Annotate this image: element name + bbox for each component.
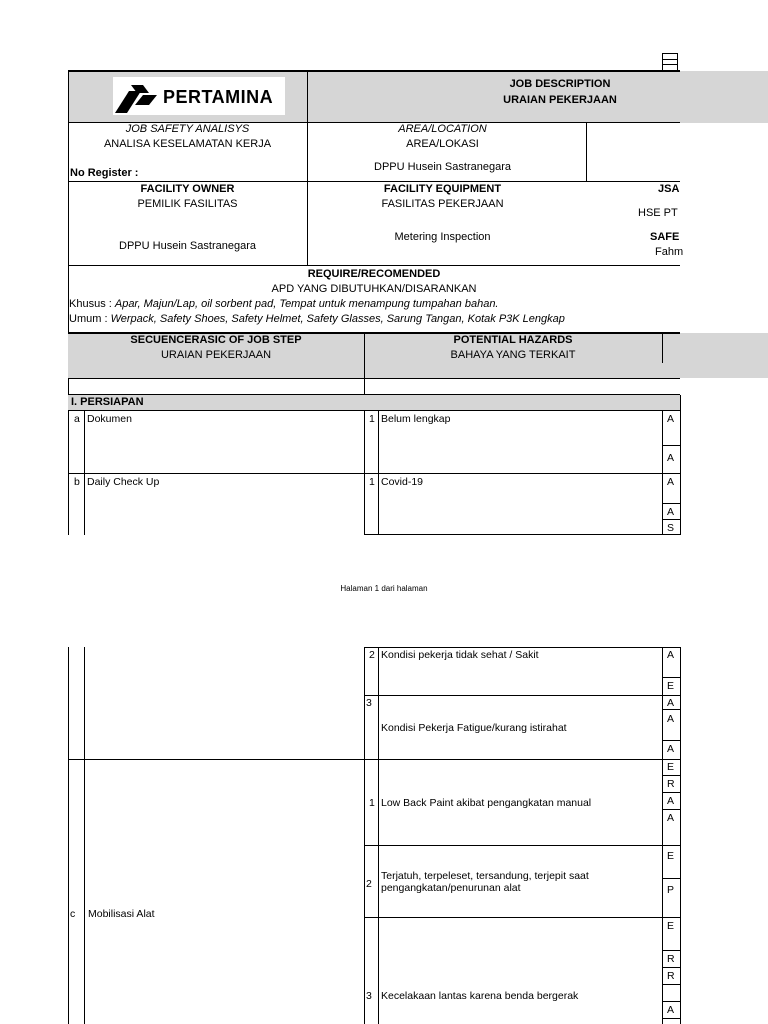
logo-text: PERTAMINA	[163, 87, 274, 107]
hazard-c2-line1: Terjatuh, terpeleset, tersandung, terjepit saat	[381, 870, 589, 882]
header-white-mask	[680, 0, 768, 70]
facility-equipment-title-id: FASILITAS PEKERJAAN	[381, 198, 504, 210]
page-corner-icon	[662, 53, 678, 71]
control-letter: A	[667, 476, 675, 488]
control-letter: A	[667, 649, 675, 661]
facility-owner-value: DPPU Husein Sastranegara	[119, 240, 256, 252]
hazard-a1-text: Belum lengkap	[381, 413, 451, 425]
area-title: AREA/LOCATION	[398, 123, 487, 135]
jsa-title-id: ANALISA KESELAMATAN KERJA	[103, 138, 272, 150]
facility-owner-title: FACILITY OWNER	[140, 183, 235, 195]
control-letter: E	[667, 850, 675, 862]
area-title-id: AREA/LOKASI	[406, 138, 479, 150]
step-a-text: Dokumen	[87, 413, 132, 425]
control-letter: A	[667, 452, 675, 464]
control-letter: A	[667, 795, 675, 807]
facility-equipment-title: FACILITY EQUIPMENT	[383, 183, 502, 195]
hazard-b1-num: 1	[369, 476, 375, 488]
logo	[113, 77, 285, 115]
control-letter: A	[667, 812, 675, 824]
control-letter: P	[667, 884, 675, 896]
step-b-letter: b	[74, 476, 80, 488]
apd-umum	[69, 313, 565, 326]
hazard-column-title-id: BAHAYA YANG TERKAIT	[450, 349, 576, 361]
no-register-label: No Register :	[70, 167, 139, 179]
hazard-c2-num: 2	[366, 878, 372, 890]
jsa-cut-label: JSA	[658, 183, 680, 195]
hse-cut-label: HSE PT	[638, 207, 678, 219]
control-letter: A	[667, 713, 675, 725]
section-band	[68, 395, 680, 410]
control-letter: R	[667, 970, 675, 982]
hazard-b2-text: Kondisi pekerja tidak sehat / Sakit	[381, 649, 539, 661]
page-footer: Halaman 1 dari halaman	[340, 584, 428, 593]
control-letter: R	[667, 953, 675, 965]
control-letter: E	[667, 680, 675, 692]
apd-umum-label: Umum :	[69, 313, 111, 325]
control-letter: A	[667, 413, 675, 425]
control-letter: A	[667, 697, 675, 709]
apd-title: REQUIRE/RECOMENDED	[307, 268, 441, 280]
hazard-c3-num: 3	[366, 990, 372, 1002]
control-letter: E	[667, 920, 675, 932]
control-letter: A	[667, 743, 675, 755]
job-description-title-id: URAIAN PEKERJAAN	[503, 94, 617, 106]
area-value: DPPU Husein Sastranegara	[374, 161, 511, 173]
control-letter: A	[667, 506, 675, 518]
apd-khusus-text: Apar, Majun/Lap, oil sorbent pad, Tempat untuk menampung tumpahan bahan.	[114, 298, 499, 310]
hazard-b3-text: Kondisi Pekerja Fatigue/kurang istirahat	[381, 722, 567, 734]
control-letter: E	[667, 761, 675, 773]
control-letter: S	[667, 522, 675, 534]
facility-owner-title-id: PEMILIK FASILITAS	[137, 198, 238, 210]
step-c-text: Mobilisasi Alat	[88, 908, 155, 920]
hazard-b1-text: Covid-19	[381, 476, 424, 488]
hazard-column-title: POTENTIAL HAZARDS	[453, 334, 573, 346]
apd-khusus	[69, 298, 499, 311]
hazard-a1-num: 1	[369, 413, 375, 425]
fahm-cut-label: Fahm	[655, 246, 684, 258]
apd-khusus-label: Khusus :	[69, 298, 115, 310]
control-letter: R	[667, 778, 675, 790]
apd-subtitle: APD YANG DIBUTUHKAN/DISARANKAN	[271, 283, 477, 295]
job-description-title: JOB DESCRIPTION	[509, 78, 611, 90]
step-c-letter: c	[70, 908, 76, 920]
safe-cut-label: SAFE	[650, 231, 680, 243]
step-a-letter: a	[74, 413, 80, 425]
control-letter: A	[667, 1004, 675, 1016]
pertamina-logo-icon	[113, 77, 161, 115]
hazard-c2-line2: pengangkatan/penurunan alat	[381, 882, 521, 894]
hazard-b3-num: 3	[366, 697, 372, 709]
step-b-text: Daily Check Up	[87, 476, 160, 488]
hazard-c1-num: 1	[369, 797, 375, 809]
facility-equipment-value: Metering Inspection	[394, 231, 491, 243]
step-column-title: SECUENCERASIC OF JOB STEP	[130, 334, 302, 346]
hazard-c1-text: Low Back Paint akibat pengangkatan manual	[381, 797, 592, 809]
jsa-title: JOB SAFETY ANALISYS	[125, 123, 250, 135]
section-persiapan: I. PERSIAPAN	[71, 396, 144, 408]
hazard-b2-num: 2	[369, 649, 375, 661]
step-column-title-id: URAIAN PEKERJAAN	[160, 349, 272, 361]
hazard-c3-text: Kecelakaan lantas karena benda bergerak	[381, 990, 579, 1002]
apd-umum-text: Werpack, Safety Shoes, Safety Helmet, Safety Glasses, Sarung Tangan, Kotak P3K Lengkap	[110, 313, 565, 325]
